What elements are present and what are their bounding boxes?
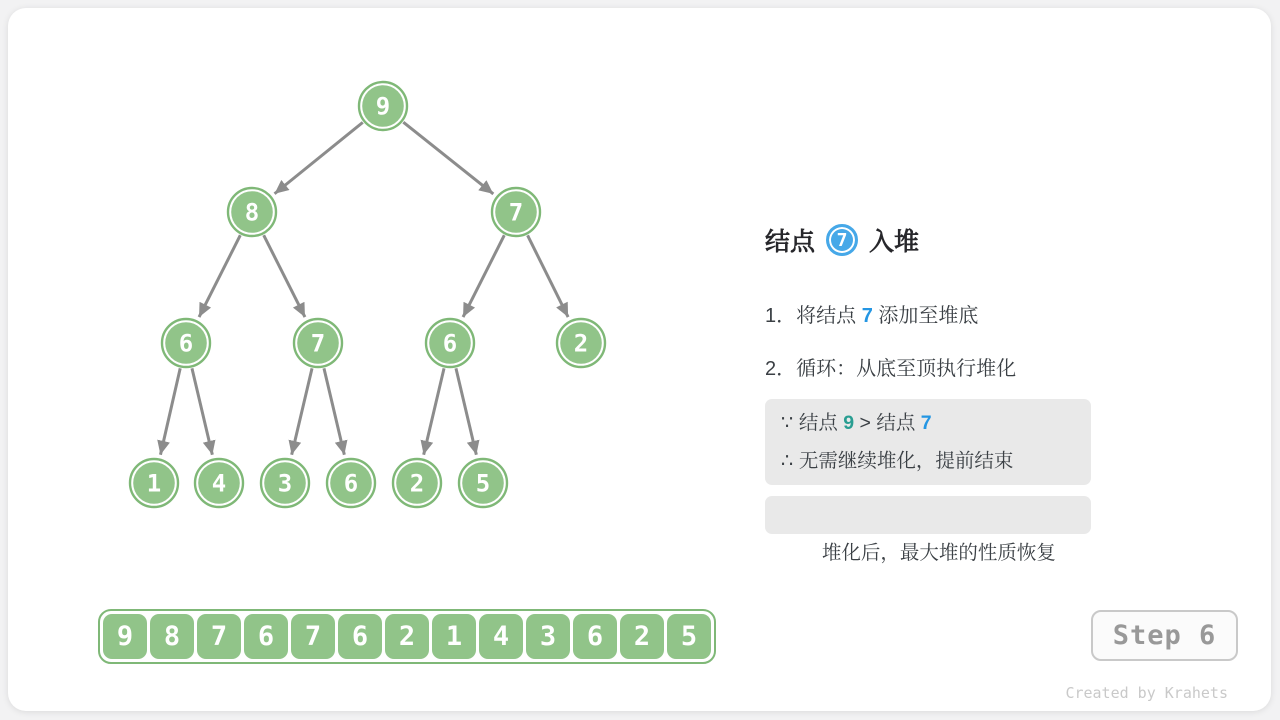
- tree-node-value: 4: [211, 469, 227, 498]
- tree-node-value: 1: [146, 469, 162, 498]
- tree-node: [228, 188, 276, 236]
- step-line: [765, 299, 1016, 325]
- tree-node: [162, 319, 210, 367]
- array-cell: 7: [197, 614, 241, 659]
- array-cell: 6: [338, 614, 382, 659]
- tree-node-value: 6: [343, 469, 359, 498]
- tree-edge-arrow: [264, 235, 305, 317]
- tree-edge-arrow: [456, 368, 476, 454]
- tree-edge-arrow: [324, 368, 344, 454]
- tree-node-value: 6: [442, 329, 458, 358]
- tree-node: [195, 459, 243, 507]
- panel-title-suffix: 入堆: [869, 228, 920, 256]
- tree-node-value: 9: [375, 92, 391, 121]
- array-cell: 8: [150, 614, 194, 659]
- tree-edge-arrow: [275, 122, 363, 193]
- array-cell: 9: [103, 614, 147, 659]
- array-cell: 2: [385, 614, 429, 659]
- step-list: [765, 299, 1016, 405]
- text-segment: 1．将结点: [765, 305, 862, 327]
- note-line: [781, 404, 1075, 442]
- array-cell: 1: [432, 614, 476, 659]
- tree-edge-arrow: [192, 368, 212, 454]
- tree-node: [359, 82, 407, 130]
- note-line: [781, 442, 1075, 480]
- tree-edge-arrow: [160, 368, 180, 454]
- tree-node-value: 7: [508, 198, 524, 227]
- array-cell: 6: [573, 614, 617, 659]
- tree-node: [294, 319, 342, 367]
- tree-node-value: 8: [244, 198, 260, 227]
- tree-edge-arrow: [424, 368, 444, 454]
- tree-node: [557, 319, 605, 367]
- result-box: [765, 496, 1091, 564]
- step-indicator: Step 6: [1091, 610, 1238, 661]
- text-segment: 添加至堆底: [872, 305, 979, 327]
- tree-edge-arrow: [528, 235, 569, 317]
- tree-edge-arrow: [199, 235, 240, 317]
- figure-card: [8, 8, 1271, 711]
- array-cell: 5: [667, 614, 711, 659]
- tree-node-value: 5: [475, 469, 491, 498]
- step-line: [765, 352, 1016, 378]
- tree-node: [130, 459, 178, 507]
- tree-node-value: 6: [178, 329, 194, 358]
- tree-node: [327, 459, 375, 507]
- tree-node: [459, 459, 507, 507]
- tree-edge-arrow: [403, 122, 493, 194]
- array-cell: 4: [479, 614, 523, 659]
- panel-title-prefix: 结点: [765, 228, 816, 256]
- text-segment: 2．循环：从底至顶执行堆化: [765, 358, 1017, 380]
- reasoning-box: [765, 399, 1091, 485]
- text-segment: > 结点: [854, 412, 921, 434]
- array-cell: 3: [526, 614, 570, 659]
- array-cell: 6: [244, 614, 288, 659]
- highlight-blue: 7: [920, 412, 932, 434]
- watermark: Created by Krahets: [1065, 684, 1228, 702]
- tree-node: [393, 459, 441, 507]
- inserted-node-badge: 7: [826, 224, 858, 256]
- panel-title: [765, 220, 919, 260]
- tree-node-value: 2: [409, 469, 425, 498]
- tree-edge-arrow: [292, 368, 312, 454]
- tree-node: [426, 319, 474, 367]
- tree-node-value: 7: [310, 329, 326, 358]
- tree-node-value: 3: [277, 469, 293, 498]
- result-box-text: 堆化后，最大堆的性质恢复: [821, 542, 1056, 564]
- heap-array: [98, 609, 716, 664]
- tree-edge-arrow: [463, 235, 504, 317]
- array-cell: 7: [291, 614, 335, 659]
- highlight-teal: 9: [843, 412, 855, 434]
- text-segment: ∴ 无需继续堆化，提前结束: [781, 450, 1014, 472]
- tree-node: [492, 188, 540, 236]
- text-segment: ∵ 结点: [781, 412, 844, 434]
- tree-node-value: 2: [573, 329, 589, 358]
- heap-tree-diagram: [8, 8, 728, 568]
- array-cell: 2: [620, 614, 664, 659]
- highlight-blue: 7: [861, 305, 873, 327]
- tree-node: [261, 459, 309, 507]
